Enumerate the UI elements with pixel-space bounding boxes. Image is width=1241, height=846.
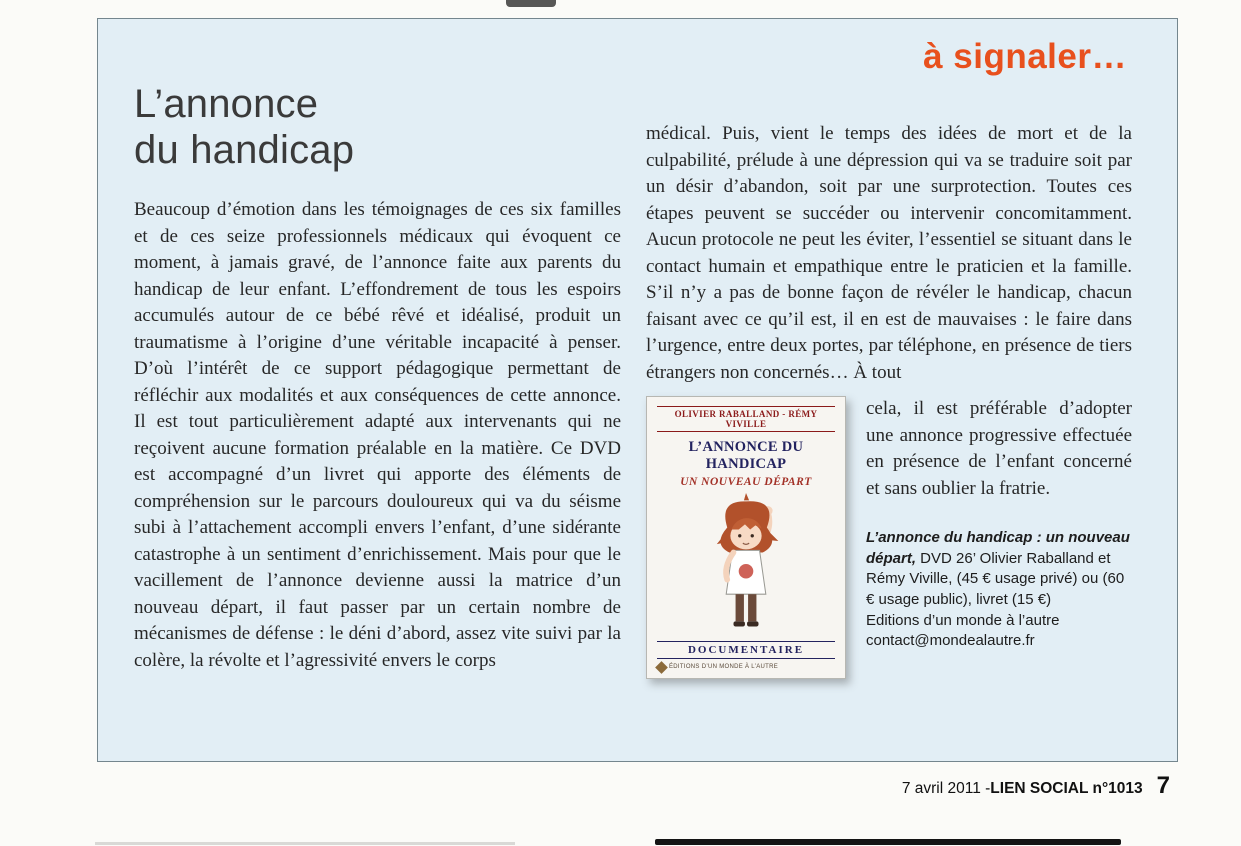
footer-page-number: 7 <box>1156 772 1170 799</box>
footer-date: 7 avril 2011 - <box>901 780 991 797</box>
footer-magazine-title: LIEN SOCIAL n°1013 <box>990 780 1143 797</box>
dvd-cover-title: L’ANNONCE DU HANDICAP <box>688 439 804 472</box>
left-column <box>134 81 621 674</box>
page-frame <box>97 18 1178 762</box>
dvd-caption <box>866 528 1132 652</box>
scan-artifact-bottom-dark <box>655 839 1121 845</box>
article-left-column-text: Beaucoup d’émotion dans les témoignages de ces six familles et de ces seize professionnels médicaux qui évoquent ce moment, à jamais gravé, de l’annonce faite aux parents du handicap de leur enfant. L’effondrement de tous les espoirs accumulés autour de ce bébé rêvé et idéalisé, produit un traumatisme à l’origine d’une véritable incapacité à penser. D’où l’intérêt de ce support pédagogique permettant de réfléchir aux modalités et aux conséquences de cette annonce. Il est tout particulièrement adapté aux intervenants qui ne reçoivent aucune formation préalable en la matière. Ce DVD est accompagné d’un livret qui apporte des éléments de compréhension sur le parcours douloureux qui va du séisme subi à l’attachement accompli envers l’enfant, d’une sidérante catastrophe à un sentiment d’enrichissement. Mais pour que le vacillement de l’annonce devienne aussi la matrice d’un nouveau départ, il faut passer par un certain nombre de mécanismes de défense : le déni d’abord, assez vite suivi par la colère, la révolte et l’agressivité envers le corps <box>134 199 621 671</box>
right-column <box>646 121 1132 679</box>
dvd-cover-area <box>646 396 853 679</box>
article-title-line-1: L’annonce <box>134 82 319 126</box>
dvd-cover <box>646 396 846 679</box>
caption-publisher: Editions d’un monde à l’autre <box>866 611 1060 629</box>
scan-artifact-bottom-light <box>95 842 515 845</box>
section-label: à signaler… <box>923 37 1127 76</box>
caption-contact-email: contact@mondealautre.fr <box>866 632 1035 650</box>
beside-dvd-column <box>866 396 1132 679</box>
dvd-cover-publisher-text: ÉDITIONS D’UN MONDE À L’AUTRE <box>669 663 779 670</box>
publisher-logo-icon <box>655 661 668 674</box>
scan-artifact-top <box>506 0 556 7</box>
dvd-cover-authors: OLIVIER RABALLAND - RÉMY VIVILLE <box>657 406 835 432</box>
dvd-media-row <box>646 396 1132 679</box>
article-right-column-text-2: cela, il est préférable d’adopter une annonce progressive effectuée en présence de l’enfant concerné et sans oublier la fratrie. <box>866 398 1132 499</box>
article-title-line-2: du handicap <box>134 128 355 172</box>
dvd-cover-illustration-girl <box>686 492 806 638</box>
dvd-cover-subtitle: UN NOUVEAU DÉPART <box>680 476 812 488</box>
dvd-cover-publisher <box>657 663 778 672</box>
page-footer <box>0 772 1170 800</box>
dvd-cover-genre: DOCUMENTAIRE <box>657 641 835 659</box>
caption-details: DVD 26’ Olivier Raballand et Rémy Viville, (45 € usage privé) ou (60 € usage public), livret (15 €) <box>866 549 1125 609</box>
caption-title: L’annonce du handicap : un nouveau départ, <box>866 529 1130 567</box>
article-title <box>134 81 621 173</box>
article-right-column-text-1: médical. Puis, vient le temps des idées de mort et de la culpabilité, prélude à une dépression qui va se traduire soit par un désir d’abandon, soit par une surprotection. Toutes ces étapes peuvent se succéder ou intervenir concomitamment. Aucun protocole ne peut les éviter, l’essentiel se situant dans le contact humain et empathique entre le praticien et la famille. S’il n’y a pas de bonne façon de révéler le handicap, chacun faisant avec ce qu’il est, il en est de mauvaises : le faire dans l’urgence, entre deux portes, par téléphone, en présence de tiers étrangers non concernés… À tout <box>646 123 1132 383</box>
